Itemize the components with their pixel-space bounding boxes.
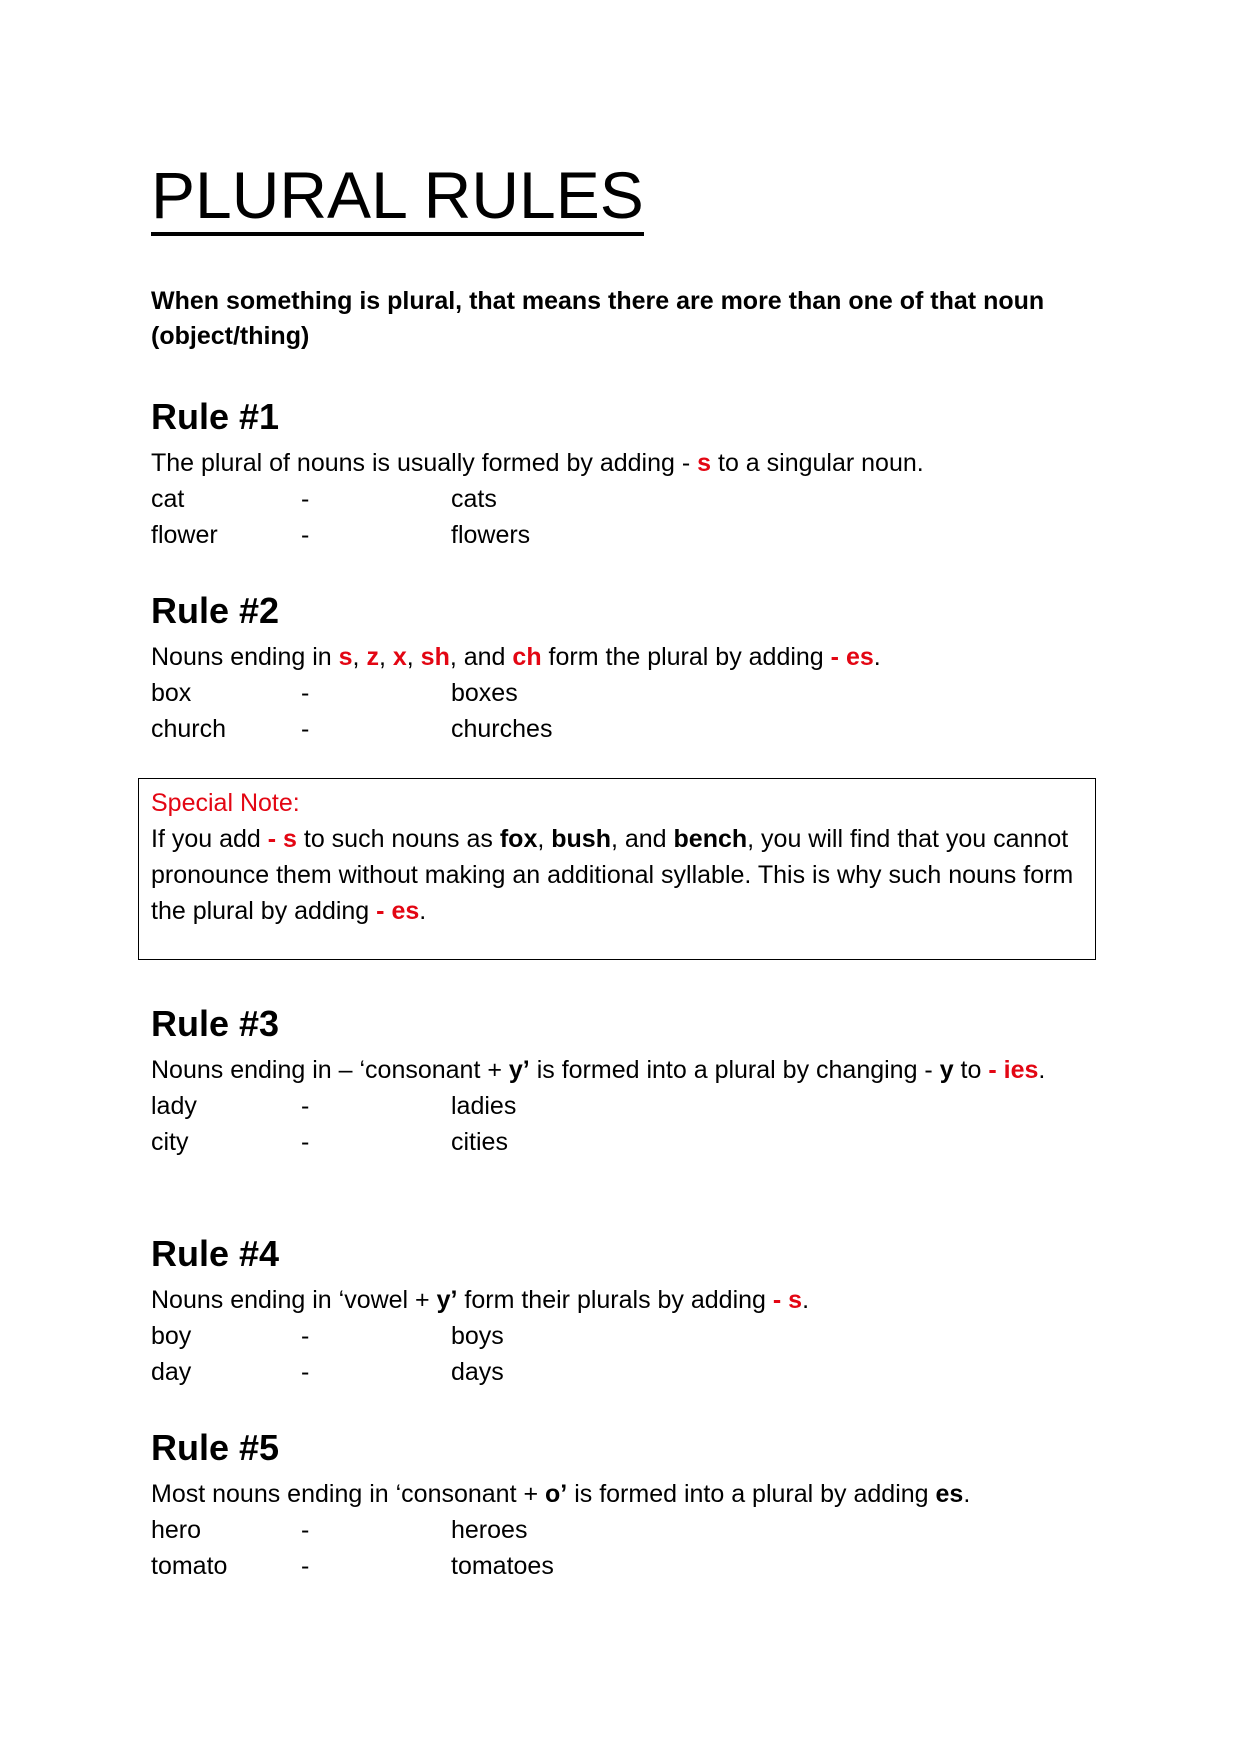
rule-text <box>151 445 1111 481</box>
rule-title: Rule #3 <box>151 1003 280 1044</box>
dash: - <box>301 1092 310 1120</box>
plural-word: churches <box>451 715 553 743</box>
singular-word: cat <box>151 485 185 513</box>
text-segment: , <box>352 643 367 671</box>
highlight-ending: s <box>338 643 353 671</box>
singular-word: box <box>151 679 192 707</box>
dash: - <box>301 1516 310 1544</box>
highlight-ending: sh <box>420 643 450 671</box>
dash: - <box>301 1358 310 1386</box>
plural-word: heroes <box>451 1516 528 1544</box>
singular-word: flower <box>151 521 218 549</box>
bold-term: bench <box>673 825 748 853</box>
text-segment: . <box>1038 1056 1046 1084</box>
text-segment: Nouns ending in – ‘consonant + <box>151 1056 509 1084</box>
text-segment: , you will find that you cannot pronounce them without making an additional syllable. This is why such nouns form the plural by adding <box>151 825 1074 925</box>
rule-4 <box>151 1232 1111 1390</box>
singular-word: lady <box>151 1092 197 1120</box>
rule-text <box>151 1476 1111 1512</box>
example-row <box>151 675 1111 711</box>
rule-title: Rule #1 <box>151 396 280 437</box>
plural-word: days <box>451 1358 504 1386</box>
text-segment: If you add <box>151 825 268 853</box>
plural-word: boys <box>451 1322 504 1350</box>
rule-text <box>151 639 1111 675</box>
text-segment: , <box>537 825 552 853</box>
plural-word: cities <box>451 1128 508 1156</box>
example-row <box>151 1318 1111 1354</box>
highlight-suffix: - es <box>830 643 874 671</box>
example-row <box>151 1512 1111 1548</box>
rule-5 <box>151 1426 1111 1584</box>
example-row <box>151 711 1111 747</box>
special-note-box <box>138 778 1096 960</box>
text-segment: , and <box>449 643 513 671</box>
rule-title: Rule #5 <box>151 1427 280 1468</box>
plural-word: cats <box>451 485 497 513</box>
text-segment: , and <box>610 825 674 853</box>
highlight-suffix: - s <box>267 825 297 853</box>
singular-word: tomato <box>151 1552 228 1580</box>
bold-term: o’ <box>545 1480 568 1508</box>
page-title: PLURAL RULES <box>151 162 644 236</box>
text-segment: Most nouns ending in ‘consonant + <box>151 1480 546 1508</box>
singular-word: day <box>151 1358 192 1386</box>
rule-1 <box>151 395 1111 553</box>
text-segment: form their plurals by adding <box>457 1286 773 1314</box>
text-segment: , <box>406 643 421 671</box>
intro-text: When something is plural, that means there are more than one of that noun (object/thing) <box>151 287 1045 350</box>
singular-word: church <box>151 715 227 743</box>
text-segment: , <box>378 643 393 671</box>
text-segment: . <box>419 897 427 925</box>
example-row <box>151 517 1111 553</box>
dash: - <box>301 485 310 513</box>
singular-word: city <box>151 1128 189 1156</box>
highlight-suffix: - s <box>772 1286 803 1314</box>
plural-word: tomatoes <box>451 1552 554 1580</box>
bold-term: fox <box>499 825 538 853</box>
dash: - <box>301 679 310 707</box>
highlight-ending: x <box>392 643 407 671</box>
rule-title: Rule #2 <box>151 590 280 631</box>
dash: - <box>301 1128 310 1156</box>
text-segment: . <box>873 643 881 671</box>
example-row <box>151 1354 1111 1390</box>
dash: - <box>301 521 310 549</box>
rule-text <box>151 1052 1111 1088</box>
text-segment: . <box>802 1286 810 1314</box>
bold-term: es <box>935 1480 964 1508</box>
text-segment: form the plural by adding <box>541 643 831 671</box>
example-row <box>151 481 1111 517</box>
dash: - <box>301 715 310 743</box>
highlight-ending: ch <box>512 643 542 671</box>
text-segment: is formed into a plural by changing - <box>529 1056 940 1084</box>
text-segment: to <box>953 1056 989 1084</box>
plural-word: flowers <box>451 521 531 549</box>
bold-term: y <box>939 1056 954 1084</box>
special-note-text <box>151 821 1083 929</box>
highlight-ending: z <box>366 643 379 671</box>
text-segment: The plural of nouns is usually formed by adding - <box>151 449 698 477</box>
rule-text <box>151 1282 1111 1318</box>
plural-word: ladies <box>451 1092 517 1120</box>
bold-term: y’ <box>508 1056 530 1084</box>
rule-2 <box>151 589 1111 747</box>
highlight-suffix: - ies <box>988 1056 1039 1084</box>
singular-word: boy <box>151 1322 192 1350</box>
example-row <box>151 1124 1111 1160</box>
text-segment: is formed into a plural by adding <box>567 1480 936 1508</box>
text-segment: Nouns ending in <box>151 643 339 671</box>
bold-term: bush <box>551 825 611 853</box>
highlight-suffix: s <box>697 449 712 477</box>
rule-title: Rule #4 <box>151 1233 280 1274</box>
special-note-label: Special Note: <box>151 789 300 817</box>
text-segment: to such nouns as <box>296 825 500 853</box>
example-row <box>151 1548 1111 1584</box>
highlight-suffix: - es <box>376 897 420 925</box>
example-row <box>151 1088 1111 1124</box>
plural-word: boxes <box>451 679 518 707</box>
rule-3 <box>151 1002 1111 1160</box>
text-segment: Nouns ending in ‘vowel + <box>151 1286 437 1314</box>
dash: - <box>301 1552 310 1580</box>
text-segment: to a singular noun. <box>711 449 924 477</box>
text-segment: . <box>963 1480 971 1508</box>
dash: - <box>301 1322 310 1350</box>
singular-word: hero <box>151 1516 202 1544</box>
bold-term: y’ <box>436 1286 458 1314</box>
